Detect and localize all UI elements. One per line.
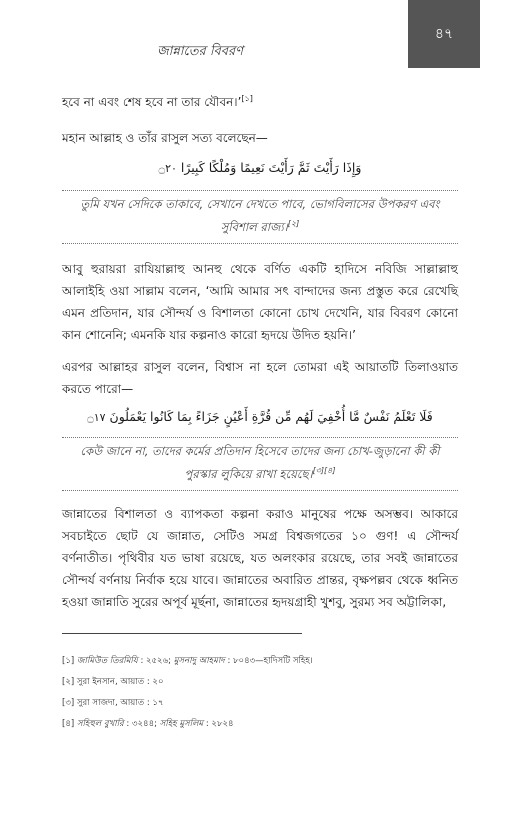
footnote-3-detail: সুরা সাজদা, আয়াত : ১৭ [74,698,164,708]
footnote-3 [62,696,462,710]
quran-verse-2-text: فَلَا تَعْلَمُ نَفْسٌ مَّا أُخْفِيَ لَهُم مِّن قُرَّةِ أَعْيُنٍ جَزَاءً بِمَا كَانُوا يَعْمَلُونَ [109,408,433,424]
footnote-4-number: [৪] [62,719,75,729]
paragraph-5: জান্নাতের বিশালতা ও ব্যাপকতা কল্পনা করাও মানুষের পক্ষে অসম্ভব। আকারে সবচাইতে ছোট যে জান্নাত, সেটিও সমগ্র বিশ্বজগতের ১০ গুণ! এ সৌন্দর্য বর্ণনাতীত। পৃথিবীর যত ভাষা রয়েছে, যত অলংকার রয়েছে, তার সবই জান্নাতের সৌন্দর্য বর্ণনায় নির্বাক হয়ে যাবে। জান্নাতের অবারিত প্রান্তর, বৃক্ষপল্লব থেকে ধ্বনিত হওয়া জান্নাতি সুরের অপূর্ব মূর্ছনা, জান্নাতের হৃদয়গ্রাহী খুশবু, সুরম্য সব অট্টালিকা, [62,506,458,609]
footnote-2-detail: সুরা ইনসান, আয়াত : ২০ [74,677,164,687]
footnote-4-source: সহিহুল বুখারি [76,719,124,729]
footnote-4-detail: : ৩২৪৪; [123,719,160,729]
page-number: ৪৭ [434,26,454,42]
footnote-ref-1: [১] [241,94,253,103]
ayah-number-mark-1: ۝٢٠ [158,162,177,175]
paragraph-2: মহান আল্লাহ ও তাঁর রাসুল সত্য বলেছেন— [62,131,268,145]
footnote-separator [62,633,302,634]
paragraph-4: এরপর আল্লাহর রাসুল বলেন, বিশ্বাস না হলে তোমরা এই আয়াতটি তিলাওয়াত করতে পারো— [62,359,458,396]
footnote-1-detail-2: : ৮০৪৩—হাদিসটি সহিহ। [224,656,313,666]
ayah-number-mark-2: ۝١٧ [87,410,106,424]
footnote-2 [62,675,462,689]
verse-2-translation-text: কেউ জানে না, তাদের কর্মের প্রতিদান হিসেবে তাদের জন্য চোখ-জুড়ানো কী কী পুরস্কার লুকিয়ে রাখা হয়েছে। [80,443,440,481]
footnote-1-number: [১] [62,656,75,666]
footnote-1-detail: : ২৫২৬; [137,656,174,666]
paragraph-1 [62,88,458,113]
footnote-ref-3-4: [৩][৪] [312,465,336,475]
footnote-3-number: [৩] [62,698,75,708]
footnote-1-source-2: মুসনাদু আহমাদ [173,656,225,666]
page-content [62,88,458,613]
verse-2-translation [62,437,458,491]
verse-1-translation-text: তুমি যখন সেদিকে তাকাবে, সেখানে দেখতে পাবে, ভোগবিলাসের উপকরণ এবং সুবিশাল রাজ্য। [80,197,440,234]
quran-verse-1-text: وَإِذَا رَأَيْتَ ثَمَّ رَأَيْتَ نَعِيمًا وَمُلْكًا كَبِيرًا [180,160,362,175]
paragraph-3: আবু হুরায়রা রাযিয়াল্লাহু আনহু থেকে বর্ণিত একটি হাদিসে নবিজি সাল্লাল্লাহু আলাইহি ওয়া সাল্লাম বলেন, ‘আমি আমার সৎ বান্দাদের জন্য প্রস্তুত করে রেখেছি এমন প্রতিদান, যার সৌন্দর্য ও বিশালতা কোনো চোখ দেখেনি, যার বিবরণ কোনো কান শোনেনি; এমনকি যার কল্পনাও কারো হৃদয়ে উদিত হয়নি।’ [62,261,458,342]
running-header-title: জান্নাতের বিবরণ [156,44,244,59]
quran-verse-2 [62,406,458,429]
verse-1-translation [62,190,458,244]
quran-verse-1 [62,157,458,180]
footnote-4 [62,717,462,731]
page-number-box [408,0,480,68]
footnote-1 [62,654,462,668]
paragraph-1-text: হবে না এবং শেষ হবে না তার যৌবন।’ [62,95,242,109]
footnote-ref-2: [২] [287,219,300,228]
footnote-1-source: জামিউত তিরমিযি [76,656,138,666]
footnote-2-number: [২] [62,677,75,687]
footnote-4-detail-2: : ২৮২৪ [203,719,234,729]
footnote-4-source-2: সহিহ মুসলিম [159,719,204,729]
